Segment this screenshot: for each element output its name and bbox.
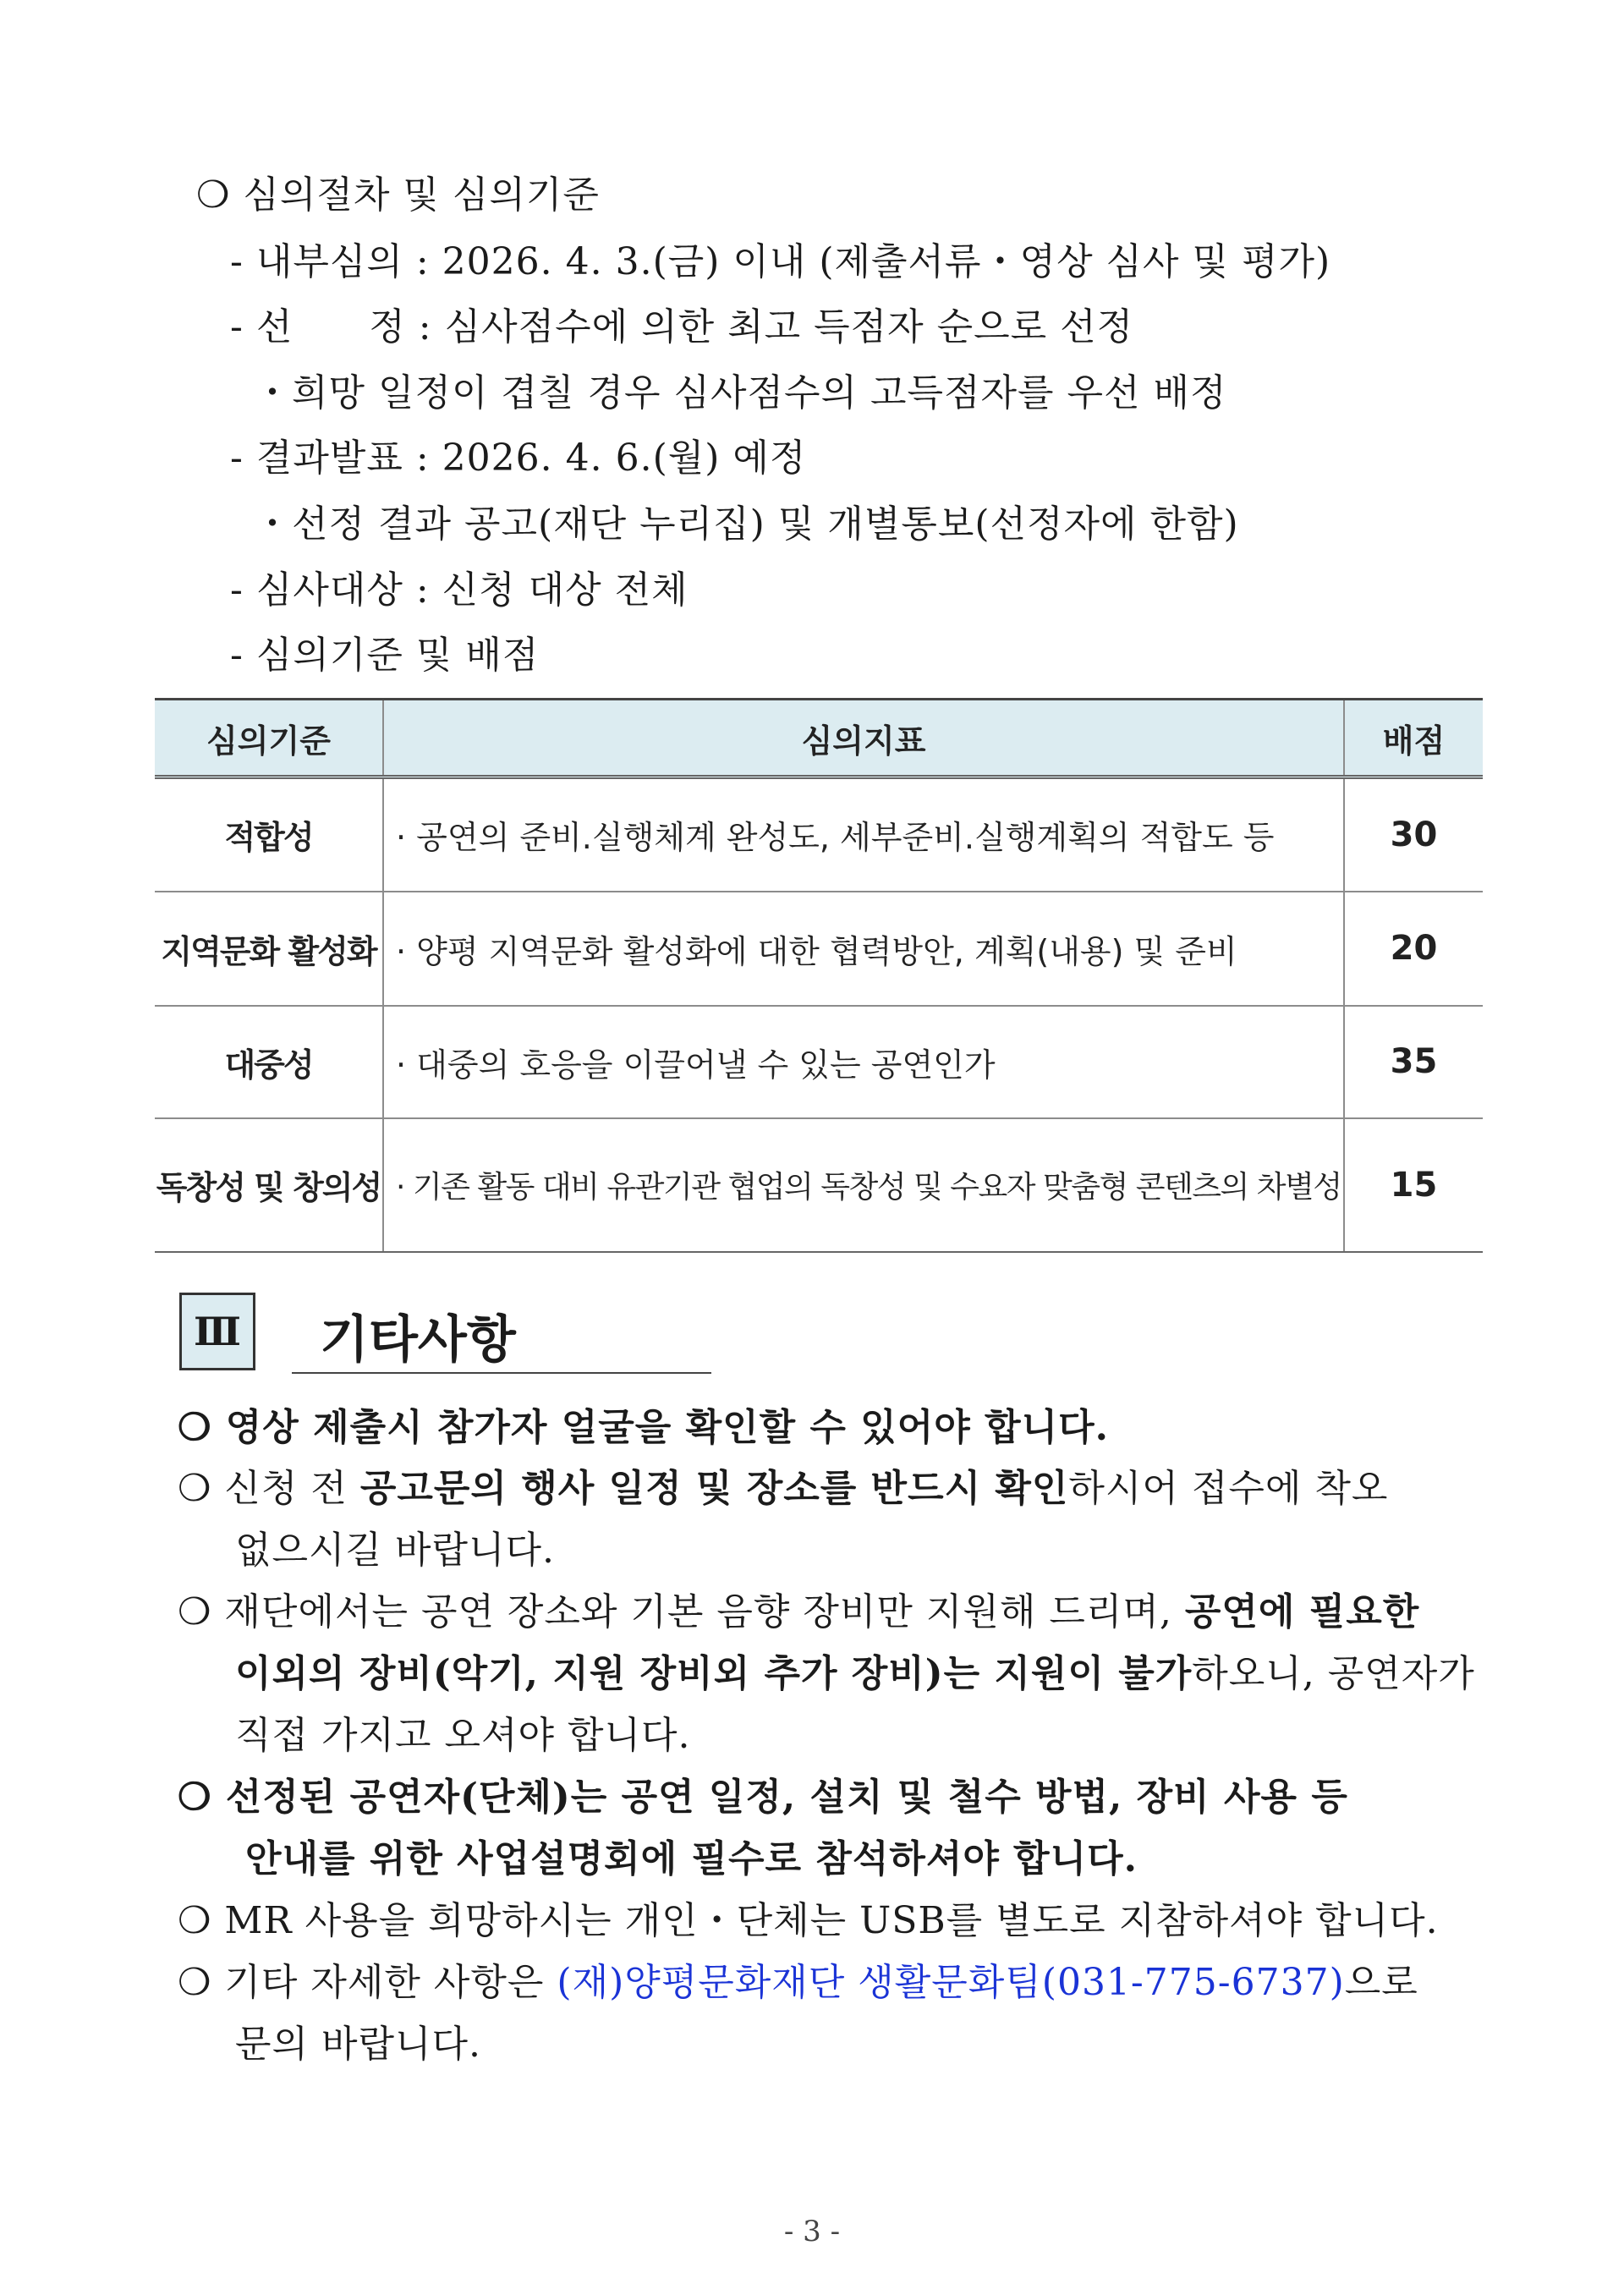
- notice-equipment: [178, 1589, 1419, 1636]
- section-heading: ❍ 심의절차 및 심의기준: [196, 173, 600, 217]
- criterion-cell: 독창성 및 창의성: [155, 1118, 383, 1252]
- item-internal-review: - 내부심의 : 2026. 4. 3.(금) 이내 (제출서류・영상 심사 및 평가): [230, 240, 1331, 283]
- table-row: [155, 1118, 1483, 1252]
- notice-emphasis: 이외의 장비(악기, 지원 장비외 추가 장비)는 지원이 불가: [235, 1652, 1193, 1695]
- criterion-cell: 대중성: [155, 1006, 383, 1118]
- notice-text: ❍ 기타 자세한 사항은: [178, 1961, 557, 2004]
- indicator-cell: · 기존 활동 대비 유관기관 협업의 독창성 및 수요자 맞춤형 콘텐츠의 차별성: [383, 1118, 1344, 1252]
- notice-face-visible: ❍ 영상 제출시 참가자 얼굴을 확인할 수 있어야 합니다.: [178, 1406, 1109, 1449]
- table-row: [155, 777, 1483, 892]
- criteria-table: [155, 698, 1483, 1253]
- item-selection: - 선 정 : 심사점수에 의한 최고 득점자 순으로 선정: [230, 305, 1134, 349]
- page-number: - 3 -: [783, 2215, 841, 2248]
- notice-equipment-cont: [235, 1650, 1475, 1698]
- points-cell: 35: [1344, 1006, 1483, 1118]
- item-review-target: - 심사대상 : 신청 대상 전체: [230, 568, 689, 612]
- notice-briefing-cont: 안내를 위한 사업설명회에 필수로 참석하셔야 합니다.: [245, 1837, 1138, 1880]
- notice-briefing: ❍ 선정된 공연자(단체)는 공연 일정, 설치 및 철수 방법, 장비 사용 등: [178, 1776, 1348, 1819]
- item-criteria-heading: - 심의기준 및 배점: [230, 634, 540, 677]
- indicator-cell: · 양평 지역문화 활성화에 대한 협력방안, 계획(내용) 및 준비: [383, 892, 1344, 1006]
- criterion-cell: 지역문화 활성화: [155, 892, 383, 1006]
- contact-info: (재)양평문화재단 생활문화팀(031-775-6737): [557, 1961, 1345, 2004]
- criterion-cell: 적합성: [155, 777, 383, 892]
- header-points: 배점: [1344, 700, 1483, 777]
- section-number-box: [179, 1293, 255, 1370]
- item-result-announcement: - 결과발표 : 2026. 4. 6.(월) 예정: [230, 436, 807, 480]
- table-header-row: [155, 700, 1483, 777]
- notice-emphasis: 공연에 필요한: [1184, 1590, 1420, 1633]
- notice-text: 하오니, 공연자가: [1192, 1652, 1475, 1695]
- notice-text: 하시어 접수에 착오: [1068, 1467, 1389, 1510]
- points-cell: 30: [1344, 777, 1483, 892]
- table-row: [155, 1006, 1483, 1118]
- item-result-note: ・선정 결과 공고(재단 누리집) 및 개별통보(선정자에 한함): [254, 502, 1239, 546]
- notice-equipment-cont2: 직접 가지고 오셔야 합니다.: [235, 1714, 691, 1757]
- indicator-cell: · 대중의 호응을 이끌어낼 수 있는 공연인가: [383, 1006, 1344, 1118]
- notice-check-schedule-cont: 없으시길 바랍니다.: [235, 1529, 556, 1572]
- notice-contact-cont: 문의 바랍니다.: [235, 2023, 481, 2066]
- notice-emphasis: 공고문의 행사 일정 및 장소를 반드시 확인: [359, 1467, 1069, 1510]
- indicator-cell: · 공연의 준비.실행체계 완성도, 세부준비.실행계획의 적합도 등: [383, 777, 1344, 892]
- points-cell: 20: [1344, 892, 1483, 1006]
- notice-check-schedule: [178, 1465, 1388, 1513]
- notice-contact: [178, 1959, 1418, 2007]
- table-row: [155, 892, 1483, 1006]
- notice-text: ❍ 신청 전: [178, 1467, 360, 1510]
- header-criterion: 심의기준: [155, 700, 383, 777]
- item-selection-note: ・희망 일정이 겹칠 경우 심사점수의 고득점자를 우선 배정: [254, 371, 1227, 415]
- header-indicator: 심의지표: [383, 700, 1344, 777]
- section-title: 기타사항: [320, 1310, 516, 1370]
- notice-text: 으로: [1344, 1961, 1418, 2004]
- notice-mr-usb: ❍ MR 사용을 희망하시는 개인・단체는 USB를 별도로 지참하셔야 합니다.: [178, 1899, 1439, 1942]
- points-cell: 15: [1344, 1118, 1483, 1252]
- section-underline: [292, 1372, 711, 1374]
- section-number: Ⅲ: [193, 1309, 242, 1354]
- notice-text: ❍ 재단에서는 공연 장소와 기본 음향 장비만 지원해 드리며,: [178, 1590, 1185, 1633]
